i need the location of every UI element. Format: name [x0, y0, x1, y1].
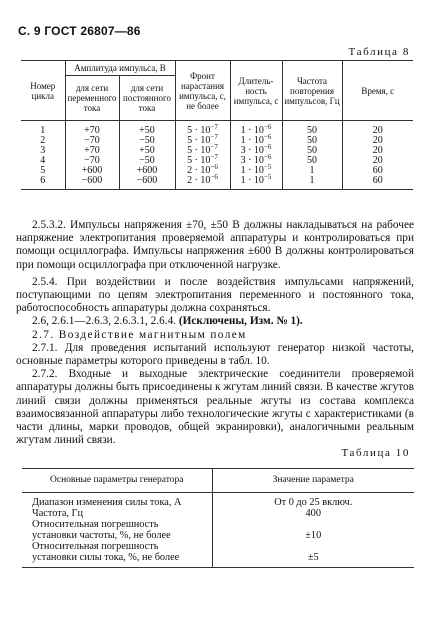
- cell-front: $2 \cdot 10^{-6}$: [175, 166, 230, 176]
- cell-ac: +70: [65, 146, 119, 156]
- cell-ac: +70: [65, 121, 119, 137]
- cell-ac: −70: [65, 156, 119, 166]
- table-10-caption: Таблица 10: [341, 447, 410, 459]
- cell-param: Относительная погрешность установки частоты, %, не более: [32, 519, 171, 541]
- col-ac-header: для сети переменного тока: [65, 76, 119, 121]
- cell-cycle: 1: [40, 125, 46, 136]
- cell-frequency: 50: [282, 136, 342, 146]
- cell-time: 20: [342, 121, 413, 137]
- cell-front: $5 \cdot 10^{-7}$: [175, 146, 230, 156]
- cell-cycle: 3: [40, 145, 46, 156]
- cell-duration: $1 \cdot 10^{-5}$: [230, 166, 282, 176]
- col-param-header: Основные параметры генератора: [22, 469, 212, 493]
- body-text: [16, 219, 414, 447]
- col-cycle-header: Номер цикла: [21, 61, 65, 121]
- cell-cycle: 2: [40, 135, 46, 146]
- paragraph-2-5-3-2: 2.5.3.2. Импульсы напряжения ±70, ±50 В должны накладываться на рабочее напряжение электропитания проверяемой аппаратуры и контролироваться при помощи осциллографа. Импульсы напряжения ±600 В должны контролироваться при помощи осциллографа при отключенной нагрузке.: [16, 219, 414, 271]
- cell-front: $2 \cdot 10^{-6}$: [175, 176, 230, 190]
- paragraph-2-7-1: 2.7.1. Для проведения испытаний используют генератор низкой частоты, основные параметры которого приведены в табл. 10.: [16, 341, 414, 368]
- cell-cycle: 5: [40, 165, 46, 176]
- col-time-header: Время, с: [342, 61, 413, 121]
- cell-time: 20: [342, 156, 413, 166]
- paragraph-2-6-excluded: 2.6, 2.6.1—2.6.3, 2.6.3.1, 2.6.4. (Исключены, Изм. № 1).: [32, 315, 303, 328]
- cell-frequency: 50: [282, 121, 342, 137]
- table-row: [22, 508, 414, 519]
- cell-cycle: 4: [40, 155, 46, 166]
- cell-ac: +600: [65, 166, 119, 176]
- cell-front: $5 \cdot 10^{-7}$: [175, 136, 230, 146]
- cell-cycle: 6: [21, 176, 65, 190]
- table-row: [21, 176, 413, 190]
- cell-ac: −70: [65, 136, 119, 146]
- cell-dc: −600: [119, 176, 175, 190]
- cell-dc: −50: [119, 156, 175, 166]
- table-10: [22, 468, 414, 568]
- cell-frequency: 50: [282, 146, 342, 156]
- cell-ac: −600: [65, 176, 119, 190]
- cell-value: ±10: [212, 519, 414, 541]
- paragraph-2-5-4: 2.5.4. При воздействии и после воздействия импульсами напряжений, поступающими по цепям электропитания переменного и постоянного тока, работоспособность аппаратуры должна сохраняться.: [16, 275, 414, 315]
- cell-dc: −50: [119, 136, 175, 146]
- cell-duration: $1 \cdot 10^{-6}$: [230, 121, 282, 137]
- cell-frequency: 50: [282, 156, 342, 166]
- cell-front: $5 \cdot 10^{-7}$: [175, 121, 230, 137]
- cell-param: Диапазон изменения силы тока, А: [32, 497, 182, 508]
- table-8: [21, 60, 413, 190]
- cell-duration: $3 \cdot 10^{-6}$: [230, 146, 282, 156]
- table-row: [22, 493, 414, 509]
- paragraph-2-7-2: 2.7.2. Входные и выходные электрические соединители проверяемой аппаратуры должны быть присоединены к жгутам линий связи. В качестве жгутов линий связи должны применяться реальные жгуты из состава комплекса взаимосвязанной аппаратуры либо технологические жгуты с характеристиками (в части длины, марки проводов, общей экранировки), аналогичными реальным жгутам линий связи.: [16, 368, 414, 447]
- cell-param: Частота, Гц: [32, 508, 84, 519]
- cell-frequency: 1: [282, 166, 342, 176]
- cell-dc: +50: [119, 121, 175, 137]
- cell-dc: +600: [119, 166, 175, 176]
- page-header: С. 9 ГОСТ 26807—86: [18, 24, 141, 38]
- cell-duration: $1 \cdot 10^{-5}$: [230, 176, 282, 190]
- col-dc-header: для сети постоянного тока: [119, 76, 175, 121]
- table-8-caption: Таблица 8: [348, 46, 410, 58]
- cell-value: 400: [212, 508, 414, 519]
- col-duration-header: Длитель-ность импульса, с: [230, 61, 282, 121]
- cell-time: 60: [342, 176, 413, 190]
- col-frequency-header: Частота повторения импульсов, Гц: [282, 61, 342, 121]
- cell-value: От 0 до 25 включ.: [212, 493, 414, 509]
- cell-front: $5 \cdot 10^{-7}$: [175, 156, 230, 166]
- table-row: [22, 519, 414, 541]
- cell-duration: $3 \cdot 10^{-6}$: [230, 156, 282, 166]
- section-2-7-heading: 2.7. Воздействие магнитным полем: [32, 328, 247, 341]
- col-amplitude-header: Амплитуда импульса, В: [65, 61, 175, 76]
- cell-value: ±5: [212, 541, 414, 568]
- cell-time: 20: [342, 146, 413, 156]
- cell-time: 60: [342, 166, 413, 176]
- col-value-header: Значение параметра: [212, 469, 414, 493]
- cell-time: 20: [342, 136, 413, 146]
- cell-dc: +50: [119, 146, 175, 156]
- cell-frequency: 1: [282, 176, 342, 190]
- cell-duration: $1 \cdot 10^{-6}$: [230, 136, 282, 146]
- cell-param: Относительная погрешность установки силы тока, %, не более: [22, 541, 212, 568]
- table-row: [22, 541, 414, 568]
- col-front-header: Фронт нарастания импульса, с, не более: [175, 61, 230, 121]
